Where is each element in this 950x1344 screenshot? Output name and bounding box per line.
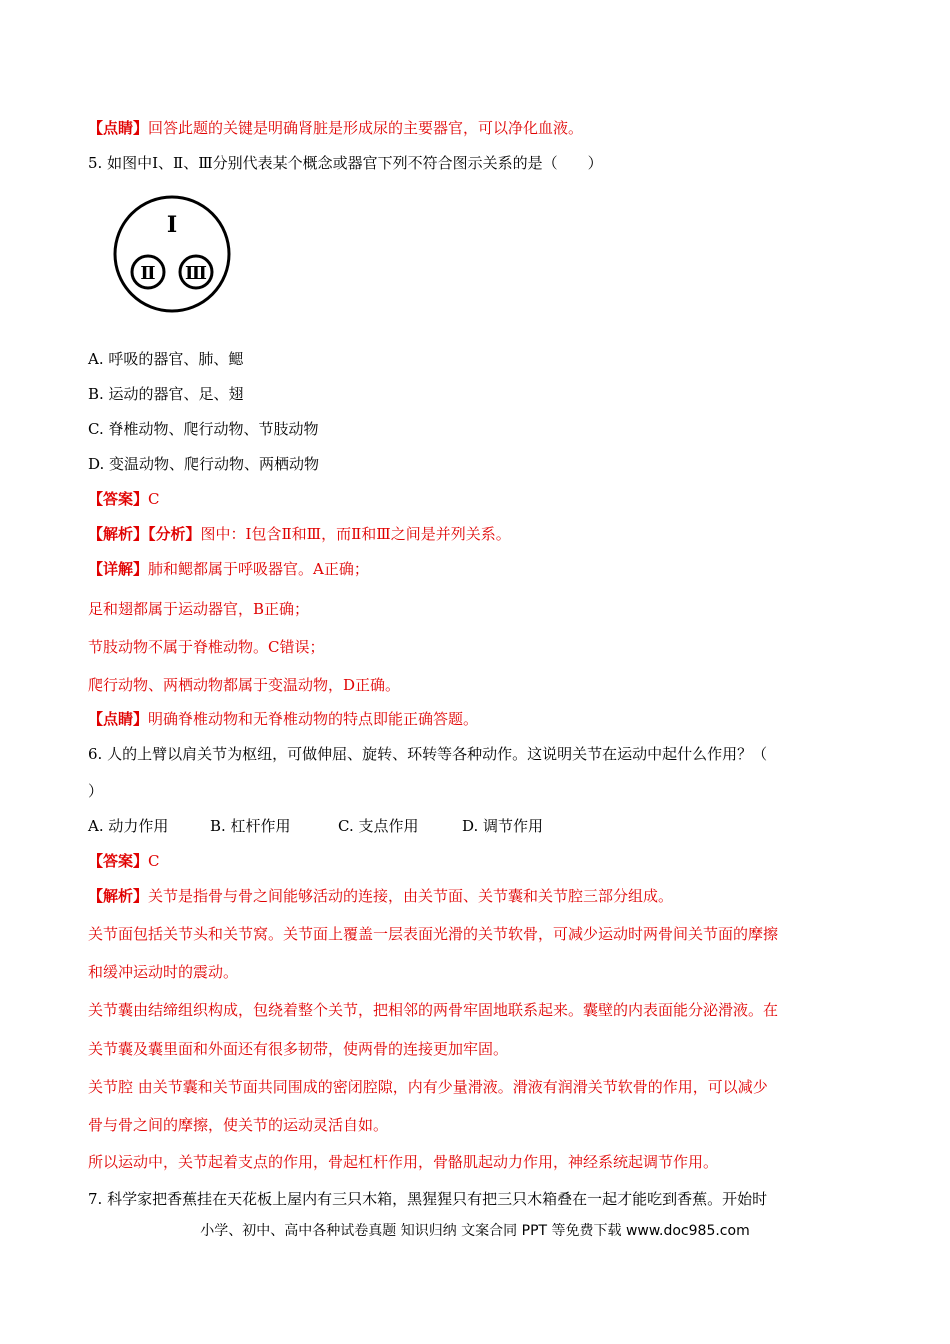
analysis-text: 图中：Ⅰ包含Ⅱ和Ⅲ，而Ⅱ和Ⅲ之间是并列关系。 [200, 525, 511, 543]
answer-value: C [148, 852, 160, 870]
q6-option-b: B. 杠杆作用 [210, 817, 291, 835]
q5-option-a: A. 呼吸的器官、肺、鳃 [88, 350, 244, 368]
q7-stem: 7. 科学家把香蕉挂在天花板上屋内有三只木箱，黑猩猩只有把三只木箱叠在一起才能吃到香蕉。开始时 [88, 1190, 768, 1208]
q6-para-4: 关节囊及囊里面和外面还有很多韧带，使两骨的连接更加牢固。 [88, 1040, 509, 1058]
q5-detail-line-4: 爬行动物、两栖动物都属于变温动物，D正确。 [88, 676, 401, 694]
q6-option-c: C. 支点作用 [338, 817, 419, 835]
q6-answer [88, 851, 160, 871]
q5-tip [88, 709, 478, 729]
q5-option-d: D. 变温动物、爬行动物、两栖动物 [88, 455, 320, 473]
q6-para-5: 关节腔 由关节囊和关节面共同围成的密闭腔隙，内有少量滑液。滑液有润滑关节软骨的作用，可以减少 [88, 1078, 768, 1096]
q5-option-c: C. 脊椎动物、爬行动物、节肢动物 [88, 420, 319, 438]
venn-diagram [108, 192, 236, 314]
q6-analysis [88, 886, 673, 906]
tip-tag: 【点睛】 [88, 710, 149, 728]
q6-stem-cont: ） [88, 782, 104, 800]
tip-text: 明确脊椎动物和无脊椎动物的特点即能正确答题。 [148, 710, 479, 728]
tip-tag: 【点睛】 [88, 119, 149, 137]
label-outer: Ⅰ [166, 212, 178, 238]
q5-detail-line-3: 节肢动物不属于脊椎动物。C错误； [88, 638, 325, 656]
q5-analysis [88, 524, 511, 544]
q6-para-6: 骨与骨之间的摩擦，使关节的运动灵活自如。 [88, 1116, 389, 1134]
q6-option-d: D. 调节作用 [462, 817, 544, 835]
q6-stem: 6. 人的上臂以肩关节为枢纽，可做伸屈、旋转、环转等各种动作。这说明关节在运动中起什么作用？（ [88, 745, 768, 763]
q6-options [88, 816, 543, 836]
tip-text: 回答此题的关键是明确肾脏是形成尿的主要器官，可以净化血液。 [148, 119, 584, 137]
q5-detail [88, 559, 369, 579]
q6-para-3: 关节囊由结缔组织构成，包绕着整个关节，把相邻的两骨牢固地联系起来。囊壁的内表面能分泌滑液。在 [88, 1001, 779, 1019]
q6-para-2: 和缓冲运动时的震动。 [88, 963, 239, 981]
q5-detail-line-2: 足和翅都属于运动器官，B正确； [88, 600, 310, 618]
q6-para-7: 所以运动中，关节起着支点的作用，骨起杠杆作用，骨骼肌起动力作用，神经系统起调节作用。 [88, 1153, 719, 1171]
q6-option-a: A. 动力作用 [88, 817, 169, 835]
q4-tip [88, 118, 583, 138]
label-left: Ⅱ [140, 263, 156, 284]
detail-tag: 【详解】 [88, 560, 149, 578]
analysis-tag: 【解析】 [88, 887, 149, 905]
q5-stem: 5. 如图中Ⅰ、Ⅱ、Ⅲ分别代表某个概念或器官下列不符合图示关系的是（ ） [88, 154, 603, 172]
answer-value: C [148, 490, 160, 508]
q5-option-b: B. 运动的器官、足、翅 [88, 385, 244, 403]
q5-answer [88, 489, 160, 509]
answer-tag: 【答案】 [88, 852, 149, 870]
page-footer: 小学、初中、高中各种试卷真题 知识归纳 文案合同 PPT 等免费下载 www.doc985.com [200, 1223, 750, 1239]
q6-para-1: 关节面包括关节头和关节窝。关节面上覆盖一层表面光滑的关节软骨，可减少运动时两骨间关节面的摩擦 [88, 925, 779, 943]
analysis-tag: 【解析】【分析】 [88, 525, 201, 543]
answer-tag: 【答案】 [88, 490, 149, 508]
analysis-text: 关节是指骨与骨之间能够活动的连接，由关节面、关节囊和关节腔三部分组成。 [148, 887, 674, 905]
detail-line: 肺和鳃都属于呼吸器官。A正确； [148, 560, 369, 578]
label-right: Ⅲ [185, 263, 207, 284]
